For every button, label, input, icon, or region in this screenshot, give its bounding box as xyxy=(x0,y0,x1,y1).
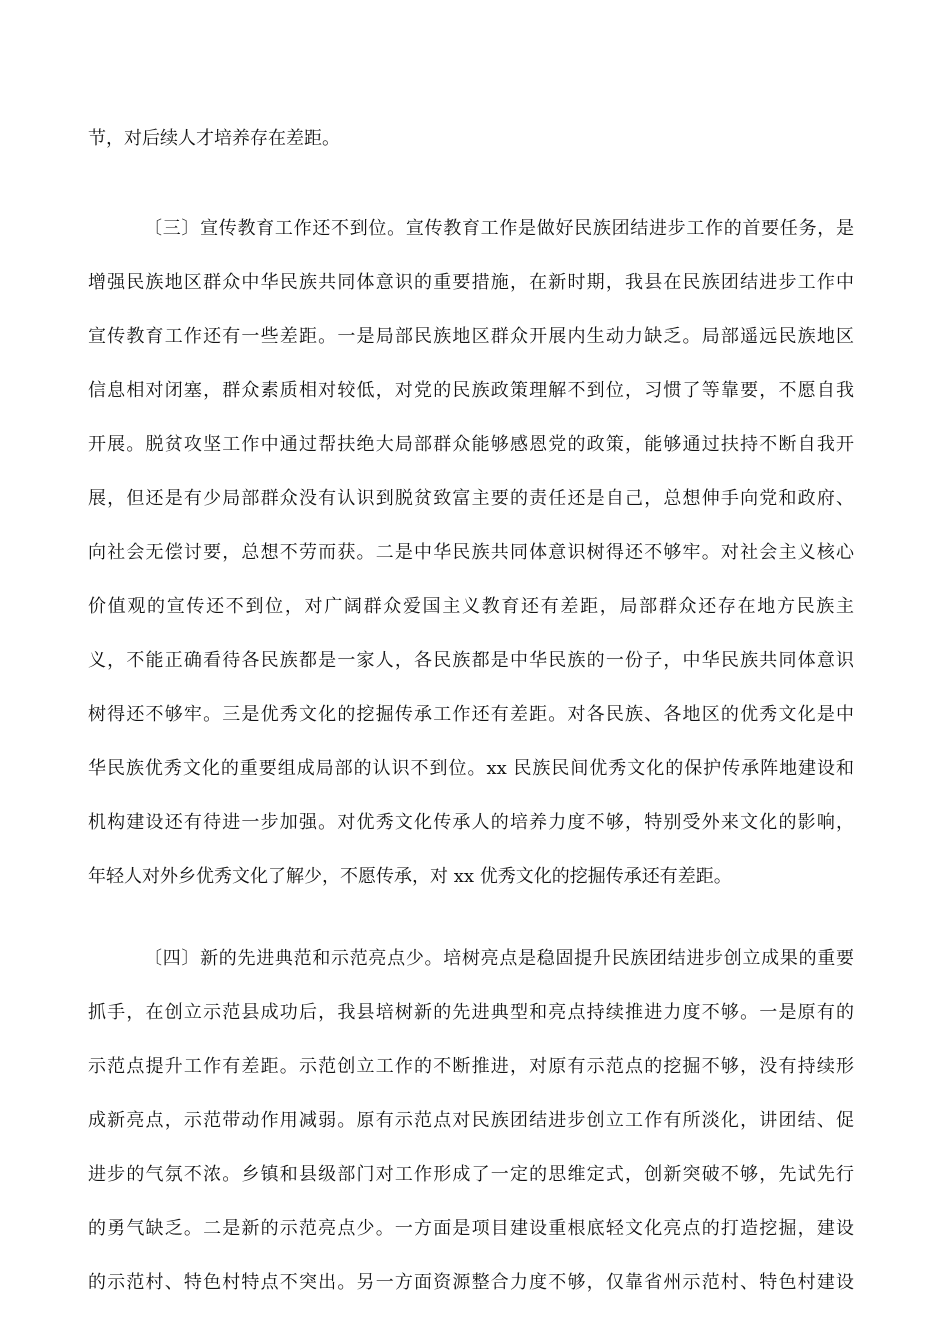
paragraph-line: 抓手，在创立示范县成功后，我县培树新的先进典型和亮点持续推进力度不够。一是原有的 xyxy=(88,1002,854,1023)
paragraph-line: 的勇气缺乏。二是新的示范亮点少。一方面是项目建设重根底轻文化亮点的打造挖掘，建设 xyxy=(88,1218,854,1239)
paragraph-line: 开展。脱贫攻坚工作中通过帮扶绝大局部群众能够感恩党的政策，能够通过扶持不断自我开 xyxy=(88,434,854,455)
paragraph-line: 的示范村、特色村特点不突出。另一方面资源整合力度不够，仅靠省州示范村、特色村建设 xyxy=(88,1272,854,1293)
section-heading-line: 〔四〕新的先进典范和示范亮点少。培树亮点是稳固提升民族团结进步创立成果的重要 xyxy=(144,948,854,969)
paragraph-line: 展，但还是有少局部群众没有认识到脱贫致富主要的责任还是自己，总想伸手向党和政府、 xyxy=(88,488,854,509)
paragraph-line: 树得还不够牢。三是优秀文化的挖掘传承工作还有差距。对各民族、各地区的优秀文化是中 xyxy=(88,704,854,725)
paragraph-line: 价值观的宣传还不到位，对广阔群众爱国主义教育还有差距，局部群众还存在地方民族主 xyxy=(88,596,854,617)
paragraph-line: 向社会无偿讨要，总想不劳而获。二是中华民族共同体意识树得还不够牢。对社会主义核心 xyxy=(88,542,854,563)
paragraph-line: 机构建设还有待进一步加强。对优秀文化传承人的培养力度不够，特别受外来文化的影响， xyxy=(88,812,854,833)
paragraph-line: 信息相对闭塞，群众素质相对较低，对党的民族政策理解不到位，习惯了等靠要，不愿自我 xyxy=(88,380,854,401)
paragraph-line: 宣传教育工作还有一些差距。一是局部民族地区群众开展内生动力缺乏。局部遥远民族地区 xyxy=(88,326,854,347)
paragraph-line: 华民族优秀文化的重要组成局部的认识不到位。xx 民族民间优秀文化的保护传承阵地建设和 xyxy=(88,758,854,779)
paragraph-line: 示范点提升工作有差距。示范创立工作的不断推进，对原有示范点的挖掘不够，没有持续形 xyxy=(88,1056,854,1077)
paragraph-line: 年轻人对外乡优秀文化了解少，不愿传承，对 xx 优秀文化的挖掘传承还有差距。 xyxy=(88,866,732,887)
paragraph-line: 义，不能正确看待各民族都是一家人，各民族都是中华民族的一份子，中华民族共同体意识 xyxy=(88,650,854,671)
paragraph-line: 成新亮点，示范带动作用减弱。原有示范点对民族团结进步创立工作有所淡化，讲团结、促 xyxy=(88,1110,854,1131)
paragraph-line: 进步的气氛不浓。乡镇和县级部门对工作形成了一定的思维定式，创新突破不够，先试先行 xyxy=(88,1164,854,1185)
section-heading-line: 〔三〕宣传教育工作还不到位。宣传教育工作是做好民族团结进步工作的首要任务，是 xyxy=(144,218,854,239)
paragraph-line: 节，对后续人才培养存在差距。 xyxy=(88,128,340,149)
paragraph-line: 增强民族地区群众中华民族共同体意识的重要措施，在新时期，我县在民族团结进步工作中 xyxy=(88,272,854,293)
